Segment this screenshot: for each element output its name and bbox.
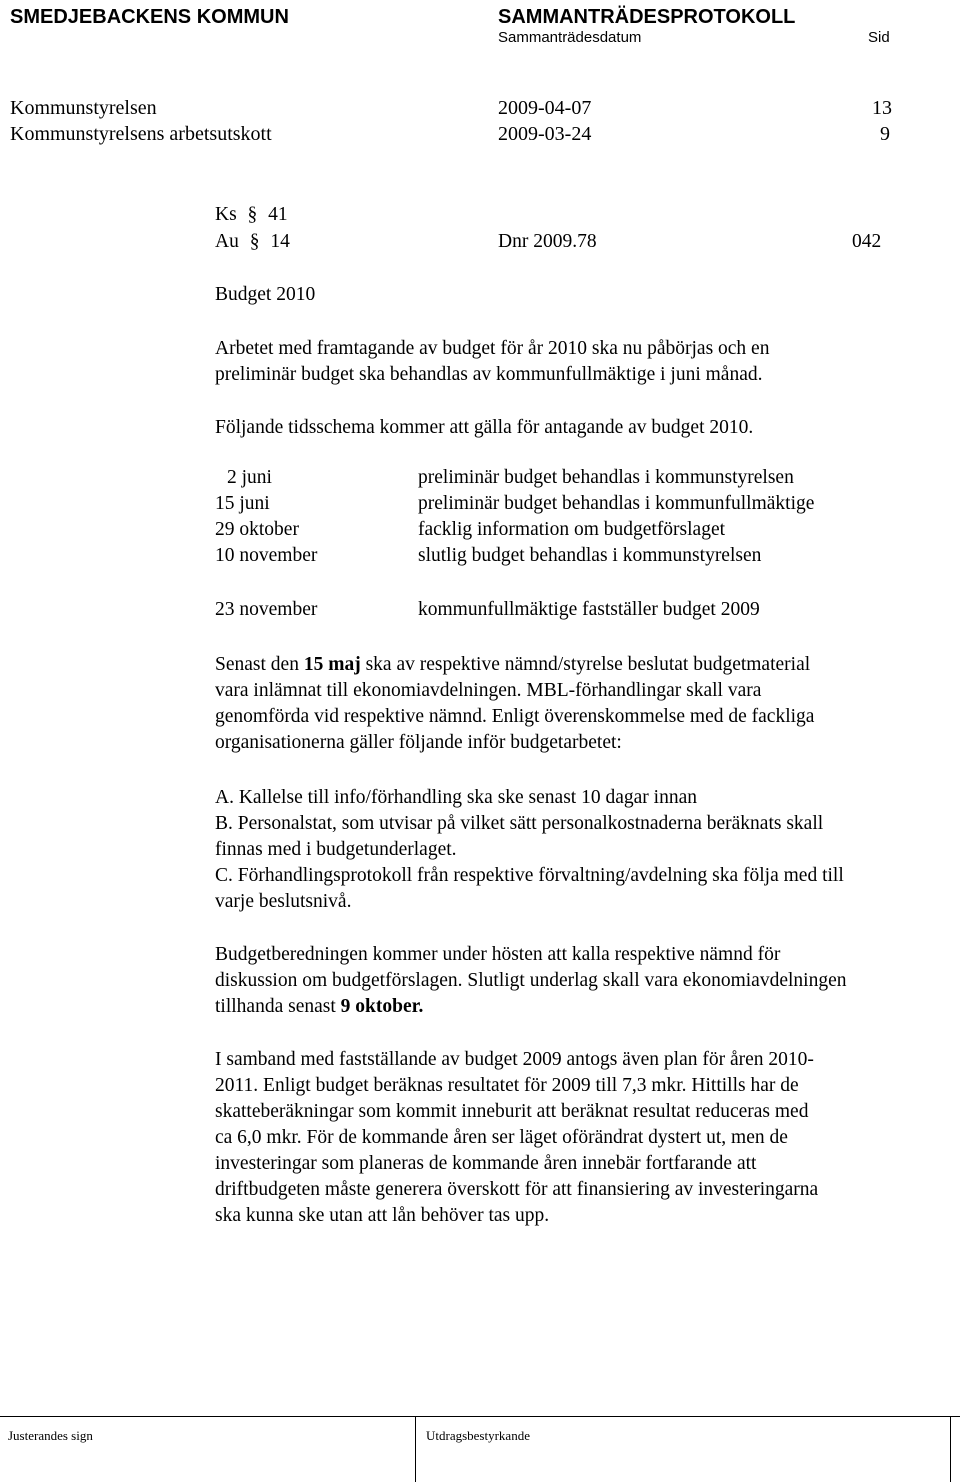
meeting-date: 2009-03-24 <box>498 123 592 145</box>
deadline-text: Senast den <box>215 654 304 675</box>
schedule-date: 10 november <box>215 545 318 566</box>
plan-line: ca 6,0 mkr. För de kommande åren ser läget oförändrat dystert ut, men de <box>215 1127 788 1148</box>
deadline-line: genomförda vid respektive nämnd. Enligt överenskommelse med de fackliga <box>215 706 815 727</box>
requirements-list <box>215 785 960 915</box>
schedule-intro <box>215 415 960 441</box>
certification-label: Utdragsbestyrkande <box>426 1428 530 1443</box>
plan-line: I samband med fastställande av budget 2009 antogs även plan för åren 2010- <box>215 1049 814 1070</box>
schedule-description: preliminär budget behandlas i kommunstyrelsen <box>418 467 794 488</box>
document-title: Budget 2010 <box>215 284 316 305</box>
au-section <box>215 231 290 253</box>
schedule-date: 29 oktober <box>215 519 299 540</box>
plan-line: skatteberäkningar som kommit inneburit att beräknat resultat reduceras med <box>215 1101 809 1122</box>
deadline-paragraph <box>215 652 960 756</box>
page-column-label: Sid <box>868 29 890 46</box>
deadline-text: ska av respektive nämnd/styrelse beslutat budgetmaterial <box>360 654 811 675</box>
section-sign-icon: § <box>247 204 258 225</box>
intro-paragraph <box>215 336 960 388</box>
intro-line: preliminär budget ska behandlas av kommunfullmäktige i juni månad. <box>215 364 763 385</box>
meeting-page: 13 <box>872 97 892 119</box>
plan-line: 2011. Enligt budget beräknas resultatet för 2009 till 7,3 mkr. Hittills har de <box>215 1075 799 1096</box>
ks-section <box>215 204 288 226</box>
diary-number: Dnr 2009.78 <box>498 231 597 252</box>
plan-line: investeringar som planeras de kommande åren innebär fortfarande att <box>215 1153 757 1174</box>
list-item: finnas med i budgetunderlaget. <box>215 839 457 860</box>
au-label: Au <box>215 231 239 252</box>
justification-signature-label: Justerandes sign <box>8 1428 93 1443</box>
list-item: A. Kallelse till info/förhandling ska ske senast 10 dagar innan <box>215 787 697 808</box>
meeting-date: 2009-04-07 <box>498 97 592 119</box>
ks-label: Ks <box>215 204 237 225</box>
document-type: SAMMANTRÄDESPROTOKOLL <box>498 6 796 28</box>
au-number: 14 <box>270 231 290 252</box>
date-column-label: Sammanträdesdatum <box>498 29 642 46</box>
justification-signature-box <box>0 1416 416 1482</box>
meeting-body: Kommunstyrelsen <box>10 97 157 119</box>
budget-prep-last-line <box>215 994 960 1020</box>
classification-code: 042 <box>852 231 882 252</box>
schedule-description: kommunfullmäktige fastställer budget 2009 <box>418 599 760 620</box>
certification-box <box>416 1416 951 1482</box>
ks-number: 41 <box>268 204 288 225</box>
schedule-intro-text: Följande tidsschema kommer att gälla för antagande av budget 2010. <box>215 417 754 438</box>
intro-line: Arbetet med framtagande av budget för år 2010 ska nu påbörjas och en <box>215 338 770 359</box>
plan-paragraph <box>215 1047 960 1229</box>
schedule-description: facklig information om budgetförslaget <box>418 519 726 540</box>
list-item: varje beslutsnivå. <box>215 891 352 912</box>
deadline-first-line <box>215 652 960 678</box>
budget-prep-text: tillhanda senast <box>215 996 341 1017</box>
deadline-line: organisationerna gäller följande inför budgetarbetet: <box>215 732 622 753</box>
meeting-page: 9 <box>880 123 890 145</box>
deadline-date: 15 maj <box>303 654 361 675</box>
deadline-line: vara inlämnat till ekonomiavdelningen. MBL-förhandlingar skall vara <box>215 680 762 701</box>
list-item: C. Förhandlingsprotokoll från respektive förvaltning/avdelning ska följa med till <box>215 865 844 886</box>
schedule-description: preliminär budget behandlas i kommunfullmäktige <box>418 493 815 514</box>
budget-prep-line: Budgetberedningen kommer under hösten att kalla respektive nämnd för <box>215 944 781 965</box>
municipality-name: SMEDJEBACKENS KOMMUN <box>10 6 289 28</box>
budget-prep-deadline: 9 oktober. <box>340 996 424 1017</box>
schedule-date: 23 november <box>215 599 318 620</box>
budget-prep-paragraph <box>215 942 960 1020</box>
schedule-description: slutlig budget behandlas i kommunstyrelsen <box>418 545 762 566</box>
plan-line: driftbudgeten måste generera överskott för att finansiering av investeringarna <box>215 1179 819 1200</box>
schedule-date: 2 juni <box>227 467 272 488</box>
plan-line: ska kunna ske utan att lån behöver tas upp. <box>215 1205 550 1226</box>
section-sign-icon: § <box>249 231 260 252</box>
meeting-body: Kommunstyrelsens arbetsutskott <box>10 123 272 145</box>
budget-prep-line: diskussion om budgetförslagen. Slutligt underlag skall vara ekonomiavdelningen <box>215 970 847 991</box>
list-item: B. Personalstat, som utvisar på vilket sätt personalkostnaderna beräknats skall <box>215 813 824 834</box>
schedule-date: 15 juni <box>215 493 270 514</box>
